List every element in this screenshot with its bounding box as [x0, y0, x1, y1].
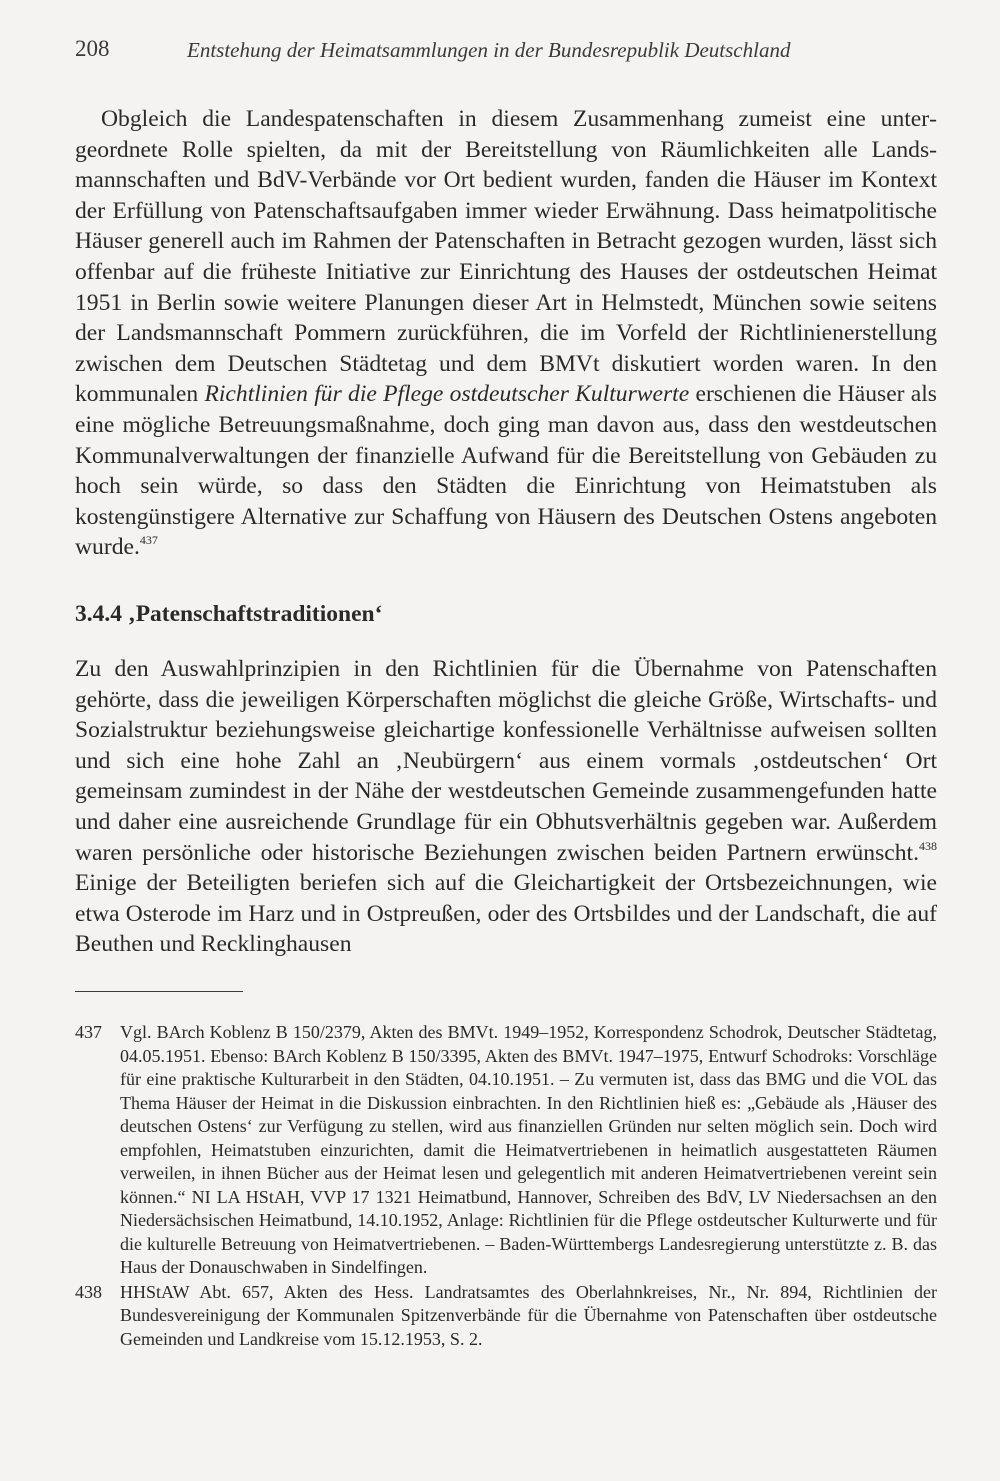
section-heading: 3.4.4 ‚Patenschaftstraditionen‘ — [75, 601, 383, 627]
footnote — [75, 1281, 937, 1352]
body-text-section-2 — [75, 654, 937, 960]
footnote-number: 438 — [75, 1281, 102, 1302]
paragraph-text: Obgleich die Landespatenschaften in diesem Zusammenhang zumeist eine untergeordnete Rolle spielten, da mit der Bereitstellung von Räumlichkeiten alle Landsmannschaften und BdV-Verbände vor Ort bedient wurden, fanden die Häuser im Kontext der Erfüllung von Patenschaftsaufgaben immer wieder Erwähnung. Dass heimatpolitische Häuser generell auch im Rahmen der Patenschaften in Betracht gezogen wurden, lässt sich offenbar auf die früheste Initiative zur Einrichtung des Hauses der ostdeutschen Heimat 1951 in Berlin sowie weitere Planungen dieser Art in Helmstedt, München sowie seitens der Landsmannschaft Pommern zurückführen, die im Vorfeld der Richtlinienerstellung zwischen dem Deutschen Städtetag und dem BMVt diskutiert worden waren. In den kommunalen — [75, 106, 937, 408]
italic-title: Richtlinien für die Pflege ostdeutscher Kulturwerte — [204, 381, 690, 408]
paragraph — [75, 104, 937, 563]
page-header — [75, 36, 937, 70]
footnotes — [75, 1021, 937, 1352]
footnote — [75, 1021, 937, 1280]
page-number: 208 — [75, 36, 110, 61]
paragraph-text: erschienen die Häuser als eine mögliche Betreuungsmaßnahme, doch ging man davon aus, dass den westdeutschen Kommunalverwaltungen der finanzielle Aufwand für die Bereitstellung von Gebäuden zu hoch sein würde, so dass den Städten die Einrichtung von Heimatstuben als kostengünstigere Alternative zur Schaffung von Häusern des Deutschen Ostens angeboten wurde. — [75, 381, 937, 561]
footnote-number: 437 — [75, 1022, 102, 1042]
paragraph-text: Zu den Auswahlprinzipien in den Richtlinien für die Übernahme von Patenschaften gehörte, dass die jeweiligen Körperschaften möglichst die gleiche Größe, Wirtschafts- und Sozialstruktur beziehungsweise gleichartige konfessionelle Verhältnisse aufweisen sollten und sich eine hohe Zahl an ‚Neubürgern‘ aus einem vormals ‚ostdeutschen‘ Ort gemeinsam zumindest in der Nähe der westdeutschen Gemeinde zusammengefunden hatte und daher eine ausreichende Grundlage für ein Obhutsverhältnis gegeben war. Außerdem waren persönliche oder historische Beziehungen zwischen beiden Partnern erwünscht. — [75, 656, 937, 866]
running-head: Entstehung der Heimatsammlungen in der Bundesrepublik Deutschland — [187, 38, 791, 62]
paragraph — [75, 654, 937, 960]
footnote-text: HHStAW Abt. 657, Akten des Hess. Landratsamtes des Oberlahnkreises, Nr., Nr. 894, Richtlinien der Bundesvereinigung der Kommunalen Spitzenverbände für die Übernahme von Patenschaften über ostdeutsche Gemeinden und Landkreise vom 15.12.1953, S. 2. — [120, 1281, 937, 1349]
footnote-divider — [75, 991, 243, 992]
footnote-reference[interactable]: 437 — [139, 533, 158, 548]
paragraph-text: Einige der Beteiligten beriefen sich auf die Gleichartigkeit der Ortsbezeichnungen, wie etwa Osterode im Harz und in Ostpreußen, oder des Ortsbildes und der Landschaft, die auf Beuthen und Recklinghausen — [75, 870, 937, 958]
footnote-text: Vgl. BArch Koblenz B 150/2379, Akten des BMVt. 1949–1952, Korrespondenz Schodrok, Deutscher Städtetag, 04.05.1951. Ebenso: BArch Koblenz B 150/3395, Akten des BMVt. 1947–1975, Entwurf Schodroks: Vorschläge für eine praktische Kulturarbeit in den Städten, 04.10.1951. – Zu vermuten ist, dass das BMG und die VOL das Thema Häuser der Heimat in die Diskussion einbrachten. In den Richtlinien hieß es: „Gebäude als ‚Häuser des deutschen Ostens‘ zur Verfügung zu stellen, wird aus finanziellen Gründen nur selten möglich sein. Doch wird empfohlen, Heimatstuben einzurichten, damit die Heimatvertriebenen in heimatlich ausgestatteten Räumen verweilen, in ihnen Bücher aus der Heimat lesen und gelegentlich mit anderen Heimatvertriebenen vereint sein können.“ NI LA HStAH, VVP 17 1321 Heimatbund, Hannover, Schreiben des BdV, LV Niedersachsen an den Niedersächsischen Heimatbund, 14.10.1952, Anlage: Richtlinien für die Pflege ostdeutscher Kulturwerte und für die kulturelle Betreuung von Heimatvertriebenen. – Baden-Württembergs Landesregierung unterstützte z. B. das Haus der Donauschwaben in Sindelfingen. — [120, 1022, 937, 1277]
footnote-reference[interactable]: 438 — [919, 838, 937, 853]
book-page — [75, 0, 937, 1481]
body-text-section-1 — [75, 104, 937, 563]
